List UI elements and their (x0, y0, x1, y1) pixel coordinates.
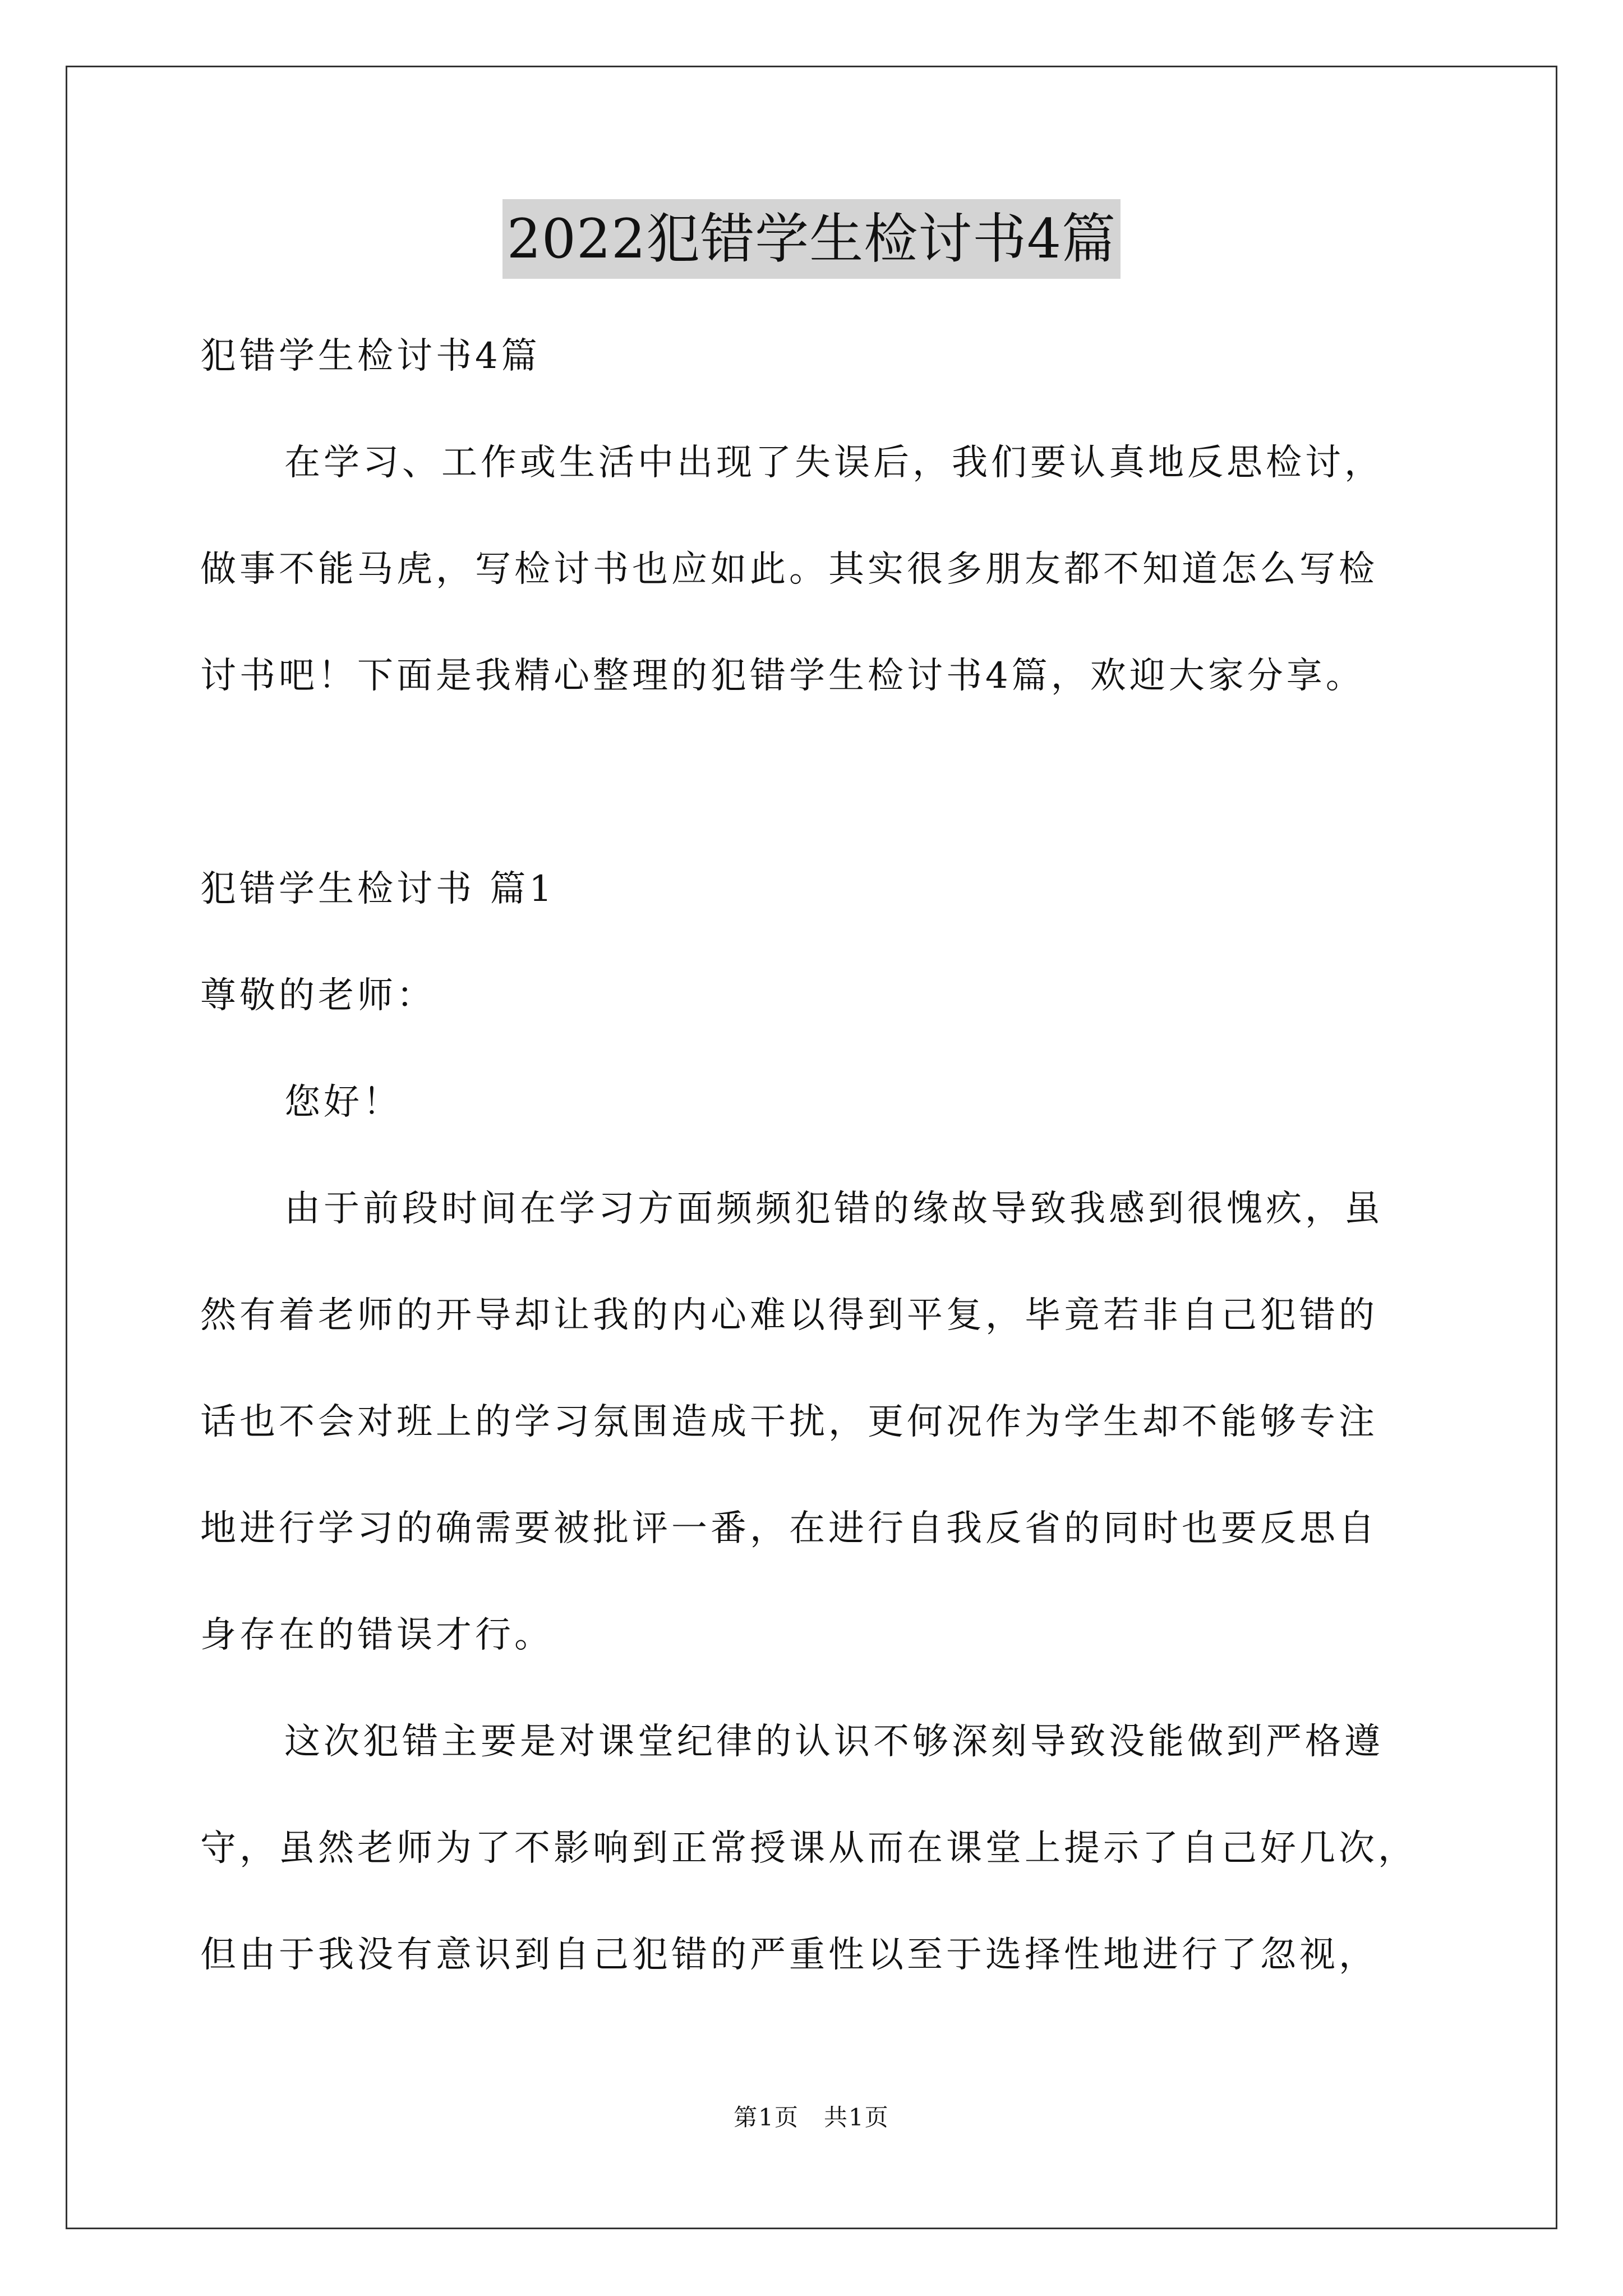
greeting: 您好！ (284, 1082, 402, 1123)
body-paragraph-line: 守，虽然老师为了不影响到正常授课从而在课堂上提示了自己好几次， (200, 1828, 1417, 1869)
page-footer: 第1页 共1页 (734, 2104, 889, 2131)
salutation: 尊敬的老师： (200, 975, 436, 1016)
body-paragraph-line: 这次犯错主要是对课堂纪律的认识不够深刻导致没能做到严格遵 (284, 1721, 1384, 1763)
intro-paragraph-line: 做事不能马虎，写检讨书也应如此。其实很多朋友都不知道怎么写检 (200, 549, 1378, 590)
subtitle: 犯错学生检讨书4篇 (200, 335, 541, 377)
body-paragraph-line: 身存在的错误才行。 (200, 1614, 554, 1656)
body-paragraph-line: 由于前段时间在学习方面频频犯错的缘故导致我感到很愧疚，虽 (284, 1188, 1384, 1230)
intro-paragraph-line: 在学习、工作或生活中出现了失误后，我们要认真地反思检讨， (284, 442, 1384, 484)
document-title: 2022犯错学生检讨书4篇 (502, 199, 1121, 279)
body-paragraph-line: 但由于我没有意识到自己犯错的严重性以至于选择性地进行了忽视， (200, 1934, 1378, 1976)
intro-paragraph-line: 讨书吧！下面是我精心整理的犯错学生检讨书4篇，欢迎大家分享。 (200, 655, 1365, 697)
document-body (200, 303, 1434, 2008)
body-paragraph-line: 地进行学习的确需要被批评一番，在进行自我反省的同时也要反思自 (200, 1508, 1378, 1549)
body-paragraph-line: 话也不会对班上的学习氛围造成干扰，更何况作为学生却不能够专注 (200, 1401, 1378, 1443)
title-wrap (0, 199, 1623, 279)
body-paragraph-line: 然有着老师的开导却让我的内心难以得到平复，毕竟若非自己犯错的 (200, 1295, 1378, 1336)
spacer (200, 729, 1434, 836)
section-heading: 犯错学生检讨书 篇1 (200, 868, 556, 910)
